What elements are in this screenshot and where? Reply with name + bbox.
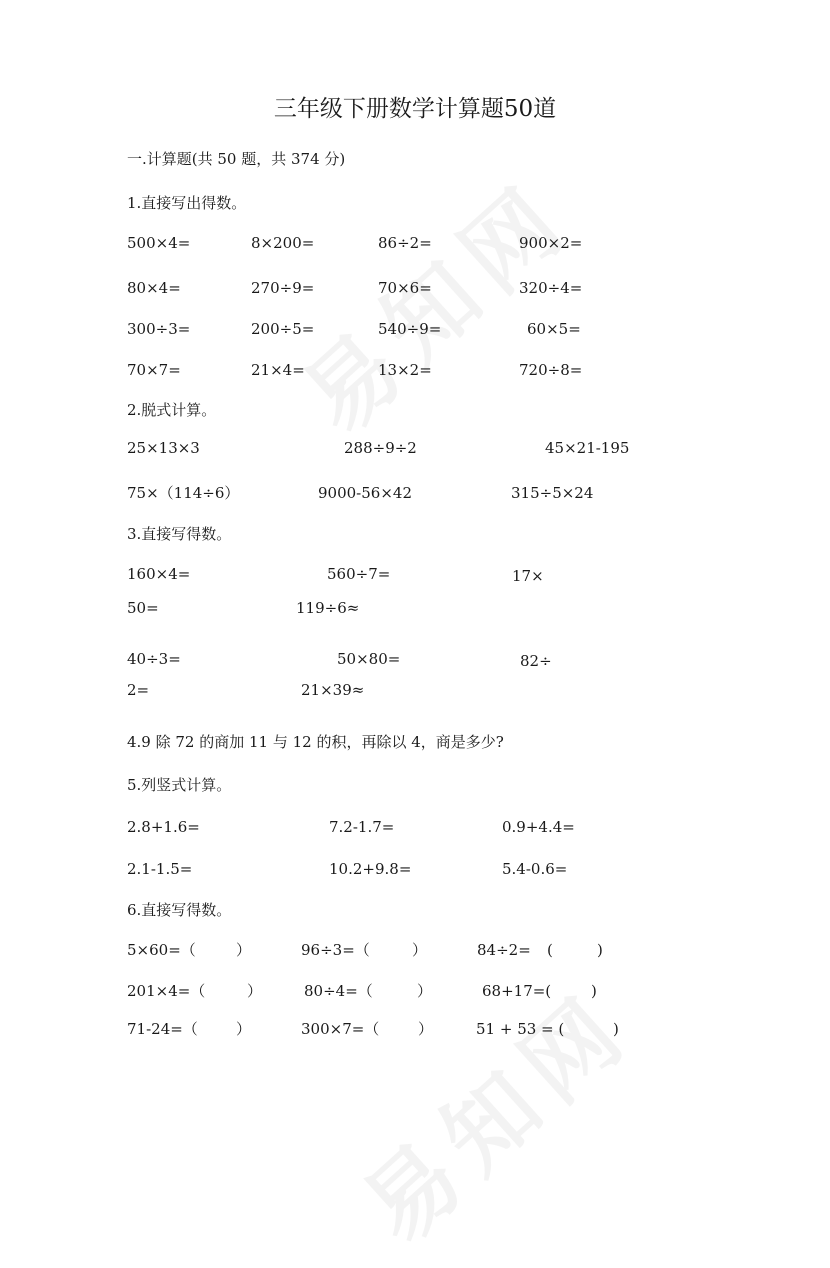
- problem: 160×4=: [127, 565, 191, 583]
- problem: 86÷2=: [378, 234, 432, 252]
- problem: 500×4=: [127, 234, 191, 252]
- problem: 51 + 53 = (: [476, 1020, 565, 1038]
- answer-blank-close: ): [597, 941, 603, 959]
- problem: 50×80=: [337, 650, 401, 668]
- problem: 68+17=(: [482, 982, 552, 1000]
- problem: 315÷5×24: [511, 484, 594, 502]
- problem: 2.1-1.5=: [127, 860, 193, 878]
- problem: 9000-56×42: [318, 484, 412, 502]
- q4-heading: 4.9 除 72 的商加 11 与 12 的积，再除以 4，商是多少?: [127, 733, 504, 751]
- q2-heading: 2.脱式计算。: [127, 401, 217, 419]
- problem: 50=: [127, 599, 159, 617]
- answer-blank-close: ）: [236, 1020, 252, 1038]
- answer-blank-close: ）: [236, 941, 252, 959]
- problem: 540÷9=: [378, 320, 442, 338]
- problem: 25×13×3: [127, 439, 200, 457]
- answer-blank-close: ）: [412, 941, 428, 959]
- problem: 13×2=: [378, 361, 432, 379]
- problem: 84÷2=: [477, 941, 531, 959]
- watermark-bottom: [330, 957, 655, 1268]
- problem: 300×7=（: [301, 1020, 380, 1038]
- problem: 21×39≈: [301, 681, 365, 699]
- q3-heading: 3.直接写得数。: [127, 525, 232, 543]
- watermark: [270, 147, 595, 458]
- problem: 560÷7=: [327, 565, 391, 583]
- answer-blank-close: ): [613, 1020, 619, 1038]
- problem: 2.8+1.6=: [127, 818, 200, 836]
- problem: 80÷4=（: [304, 982, 373, 1000]
- problem: 70×7=: [127, 361, 181, 379]
- problem: 40÷3=: [127, 650, 181, 668]
- answer-blank-close: ）: [247, 982, 263, 1000]
- problem: 320÷4=: [519, 279, 583, 297]
- q1-heading: 1.直接写出得数。: [127, 194, 247, 212]
- problem: 201×4=（: [127, 982, 206, 1000]
- page-title: 三年级下册数学计算题50道: [273, 96, 557, 122]
- problem: 270÷9=: [251, 279, 315, 297]
- problem: 17×: [512, 567, 544, 585]
- problem: 2=: [127, 681, 150, 699]
- problem: 10.2+9.8=: [329, 860, 412, 878]
- problem: 60×5=: [527, 320, 581, 338]
- part-heading: 一.计算题(共 50 题，共 374 分): [127, 150, 346, 168]
- problem: 7.2-1.7=: [329, 818, 395, 836]
- problem: 96÷3=（: [301, 941, 370, 959]
- problem: 0.9+4.4=: [502, 818, 575, 836]
- problem: 45×21-195: [545, 439, 630, 457]
- problem: 70×6=: [378, 279, 432, 297]
- q6-heading: 6.直接写得数。: [127, 901, 232, 919]
- problem: 720÷8=: [519, 361, 583, 379]
- problem: 82÷: [520, 652, 552, 670]
- problem: 5.4-0.6=: [502, 860, 568, 878]
- answer-blank-close: ）: [418, 1020, 434, 1038]
- problem: 71-24=（: [127, 1020, 198, 1038]
- problem: 288÷9÷2: [344, 439, 417, 457]
- q5-heading: 5.列竖式计算。: [127, 776, 232, 794]
- problem: 8×200=: [251, 234, 315, 252]
- problem: 300÷3=: [127, 320, 191, 338]
- problem: 80×4=: [127, 279, 181, 297]
- problem: 119÷6≈: [296, 599, 360, 617]
- problem: 75×（114÷6）: [127, 484, 240, 502]
- problem: 5×60=（: [127, 941, 196, 959]
- answer-blank-close: ）: [417, 982, 433, 1000]
- answer-blank-open: (: [547, 941, 553, 959]
- problem: 200÷5=: [251, 320, 315, 338]
- problem: 21×4=: [251, 361, 305, 379]
- answer-blank-close: ): [591, 982, 597, 1000]
- problem: 900×2=: [519, 234, 583, 252]
